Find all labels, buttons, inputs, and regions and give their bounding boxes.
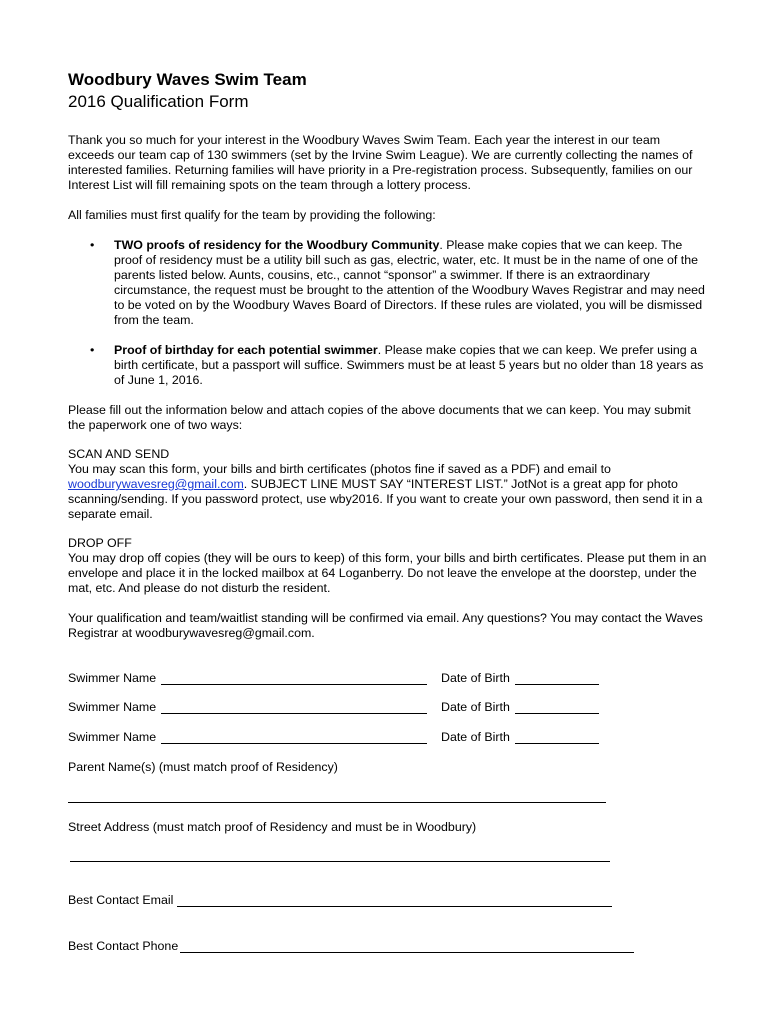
dob-label: Date of Birth (441, 730, 510, 744)
confirm-paragraph: Your qualification and team/waitlist standing will be confirmed via email. Any questions? You may contact the Waves Registrar at woodburywavesreg@gmail.com. (68, 611, 703, 640)
dob-label: Date of Birth (441, 671, 510, 685)
swimmer-name-field[interactable] (161, 713, 427, 714)
form-subtitle: 2016 Qualification Form (68, 92, 249, 111)
bullet-marker: • (90, 343, 95, 357)
dob-field[interactable] (515, 743, 599, 744)
swimmer-name-label: Swimmer Name (68, 671, 157, 685)
contact-phone-field[interactable] (180, 952, 634, 953)
parent-name-field[interactable] (68, 802, 606, 803)
drop-heading: DROP OFF (68, 536, 132, 550)
contact-email-field[interactable] (177, 906, 612, 907)
scan-instructions: You may scan this form, your bills and birth certificates (photos fine if saved as a PDF) and email to woodburywavesreg@gmail.com. SUBJECT LINE MUST SAY “INTEREST LIST.” JotNot is a great app for photo scanning/sending. If you password protect, use wby2016. If you want to create your own password, then send it in a separate email. (68, 462, 703, 521)
swimmer-name-label: Swimmer Name (68, 700, 157, 714)
form-title: Woodbury Waves Swim Team (68, 70, 307, 89)
swimmer-name-field[interactable] (161, 743, 427, 744)
dob-field[interactable] (515, 713, 599, 714)
submit-intro: Please fill out the information below and attach copies of the above documents that we can keep. You may submit the paperwork one of two ways: (68, 403, 691, 432)
dob-field[interactable] (515, 684, 599, 685)
street-address-label: Street Address (must match proof of Residency and must be in Woodbury) (68, 820, 477, 834)
scan-heading: SCAN AND SEND (68, 447, 170, 461)
parent-name-label: Parent Name(s) (must match proof of Residency) (68, 760, 338, 774)
dob-label: Date of Birth (441, 700, 510, 714)
requirement-title: Proof of birthday for each potential swimmer (114, 343, 378, 357)
intro-paragraph: Thank you so much for your interest in the Woodbury Waves Swim Team. Each year the interest in our team exceeds our team cap of 130 swimmers (set by the Irvine Swim League). We are currently collecting the names of interested families. Returning families will have priority in a Pre-registration process. Subsequently, families on our Interest List will fill remaining spots on the team through a lottery process. (68, 133, 693, 192)
requirement-title: TWO proofs of residency for the Woodbury Community (114, 238, 440, 252)
requirement-text: . Please make copies that we can keep. The proof of residency must be a utility bill such as gas, electric, water, etc. It must be in the name of one of the parents listed below. Aunts, cousins, etc., cannot “sponsor” a swimmer. If there is an extraordinary circumstance, the request must be brought to the attention of the Woodbury Waves Registrar and may need to be voted on by the Woodbury Waves Board of Directors. If these rules are violated, you will be dismissed from the team. (114, 238, 705, 327)
bullet-marker: • (90, 238, 95, 252)
swimmer-name-label: Swimmer Name (68, 730, 157, 744)
requirement-text: . Please make copies that we can keep. We prefer using a birth certificate, but a passport will suffice. Swimmers must be at least 5 years but no older than 18 years as of June 1, 2016. (114, 343, 704, 387)
drop-instructions: You may drop off copies (they will be ours to keep) of this form, your bills and birth certificates. Please put them in an envelope and place it in the locked mailbox at 64 Loganberry. Do not leave the envelope at the doorstep, under the mat, etc. And please do not disturb the resident. (68, 551, 707, 595)
contact-phone-label: Best Contact Phone (68, 939, 179, 953)
qualify-intro: All families must first qualify for the team by providing the following: (68, 208, 436, 222)
swimmer-name-field[interactable] (161, 684, 427, 685)
email-link[interactable]: woodburywavesreg@gmail.com (68, 477, 244, 491)
contact-email-label: Best Contact Email (68, 893, 174, 907)
street-address-field[interactable] (70, 861, 610, 862)
